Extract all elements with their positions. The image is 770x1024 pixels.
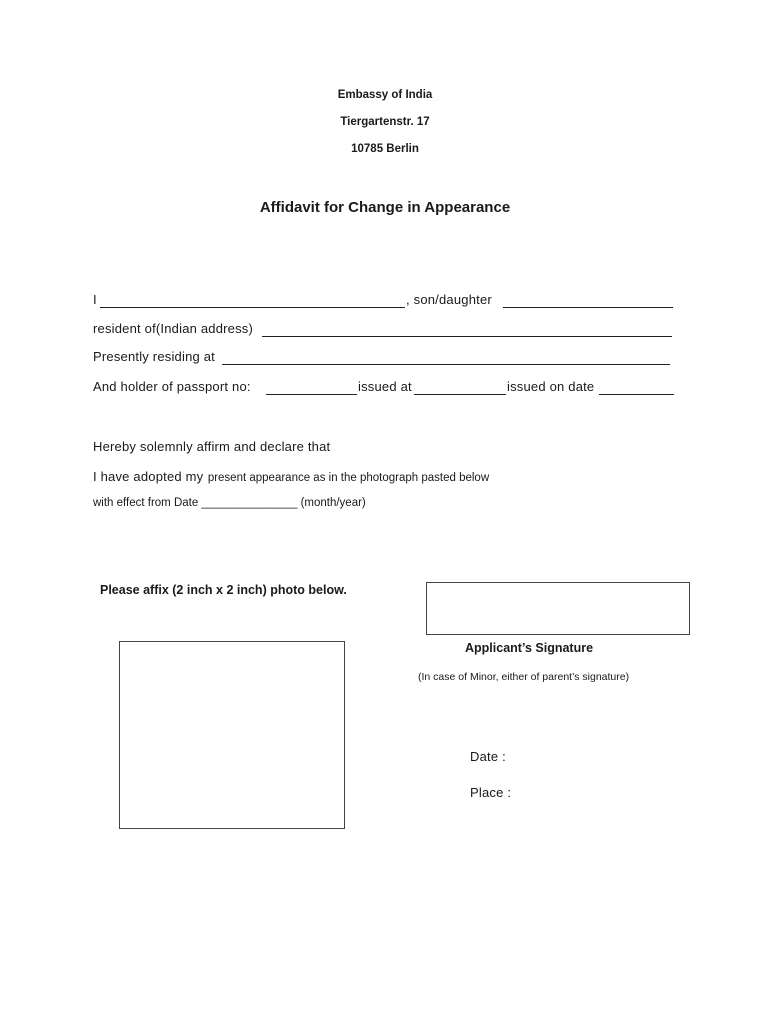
indian-address-field[interactable] — [262, 336, 672, 337]
document-title: Affidavit for Change in Appearance — [259, 199, 511, 216]
signature-note: (In case of Minor, either of parent’s signature) — [418, 671, 630, 683]
declaration-line2 — [93, 468, 489, 486]
embassy-city: 10785 Berlin — [351, 143, 419, 155]
date-label: Date : — [470, 749, 506, 764]
present-residence-field[interactable] — [222, 364, 670, 365]
issued-on-label: issued on date — [507, 379, 595, 394]
parent-name-field[interactable] — [503, 307, 673, 308]
name-field[interactable] — [100, 307, 405, 308]
passport-label: And holder of passport no: — [93, 379, 251, 394]
line1-prefix: I — [93, 292, 97, 307]
place-label: Place : — [470, 785, 512, 800]
embassy-name: Embassy of India — [337, 89, 433, 101]
issued-on-field[interactable] — [599, 394, 674, 395]
embassy-street: Tiergartenstr. 17 — [340, 116, 430, 128]
issued-at-label: issued at — [358, 379, 412, 394]
indian-address-label: resident of(Indian address) — [93, 321, 254, 336]
declaration-line3: with effect from Date _______________ (month/year) — [93, 497, 366, 509]
line1-son-daughter: , son/daughter — [406, 292, 492, 307]
declaration-line1: Hereby solemnly affirm and declare that — [93, 439, 331, 454]
issued-at-field[interactable] — [414, 394, 506, 395]
photo-label: Please affix (2 inch x 2 inch) photo below. — [100, 583, 347, 597]
signature-label: Applicant’s Signature — [465, 641, 594, 655]
signature-box[interactable] — [426, 582, 690, 635]
photo-box[interactable] — [119, 641, 345, 829]
declaration-line2-a: I have adopted my — [93, 469, 204, 484]
passport-number-field[interactable] — [266, 394, 357, 395]
present-residence-label: Presently residing at — [93, 349, 215, 364]
declaration-line2-b: present appearance as in the photograph pasted below — [207, 472, 490, 484]
